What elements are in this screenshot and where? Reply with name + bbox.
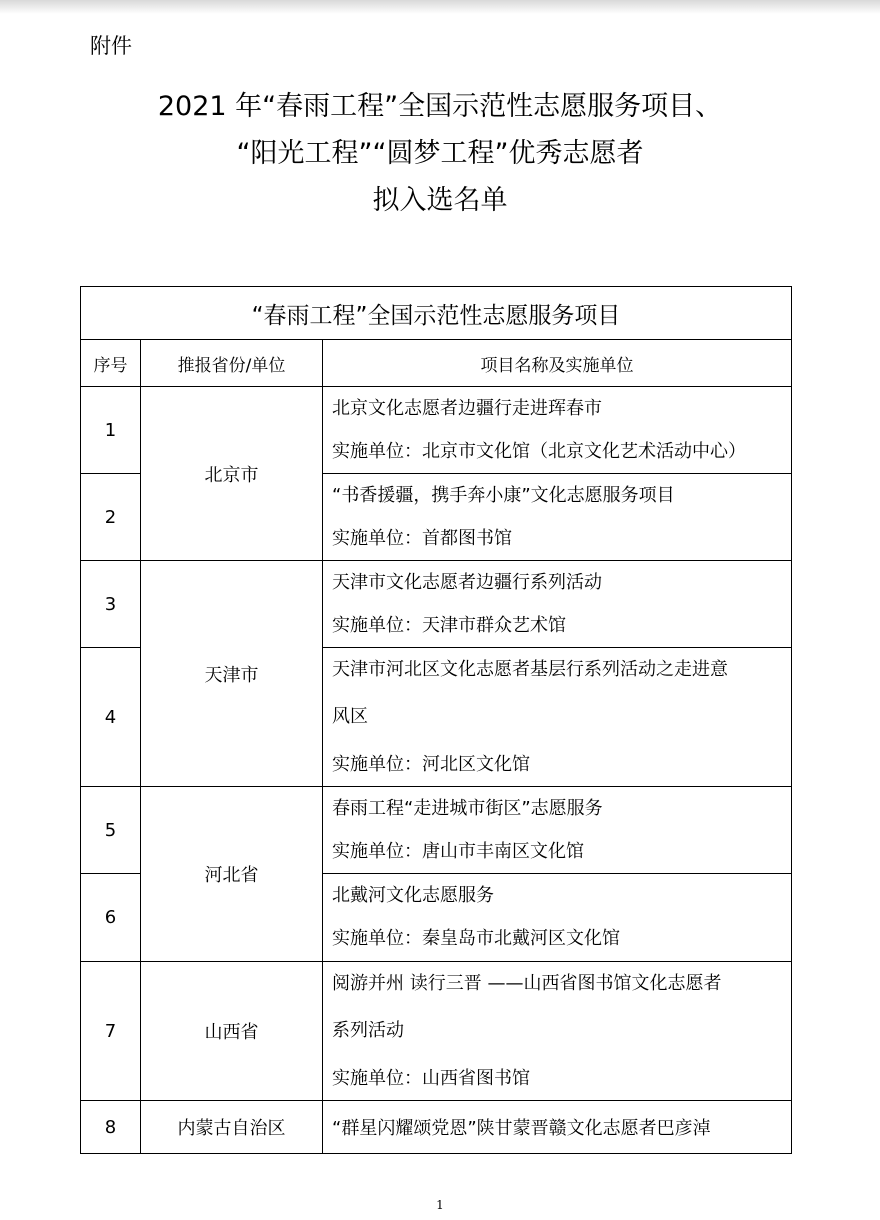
column-header-project: 项目名称及实施单位 xyxy=(323,340,792,387)
project-cell xyxy=(323,648,792,787)
volunteer-project-table xyxy=(80,286,792,1154)
project-cell xyxy=(323,874,792,962)
column-header-province: 推报省份/单位 xyxy=(141,340,323,387)
document-title-line-3: 拟入选名单 xyxy=(372,185,508,216)
province-cell: 内蒙古自治区 xyxy=(141,1101,323,1154)
table-header-row xyxy=(81,340,792,387)
project-name-continued: 系列活动 xyxy=(332,1020,404,1041)
table-row xyxy=(81,962,792,1101)
table-row xyxy=(81,387,792,474)
row-number: 3 xyxy=(81,561,141,648)
project-name: “群星闪耀颂党恩”陕甘蒙晋赣文化志愿者巴彦淖 xyxy=(332,1118,711,1139)
province-cell: 天津市 xyxy=(141,561,323,787)
project-name: “书香援疆，携手奔小康”文化志愿服务项目 xyxy=(332,485,675,506)
project-cell xyxy=(323,474,792,561)
implementing-unit: 实施单位：河北区文化馆 xyxy=(332,754,530,775)
project-cell xyxy=(323,787,792,874)
table-row xyxy=(81,561,792,648)
project-name: 阅游并州 读行三晋 ——山西省图书馆文化志愿者 xyxy=(332,973,722,994)
project-name: 天津市河北区文化志愿者基层行系列活动之走进意 xyxy=(332,659,728,680)
row-number: 8 xyxy=(81,1101,141,1154)
table-caption: “春雨工程”全国示范性志愿服务项目 xyxy=(81,287,792,340)
page-number: 1 xyxy=(436,1198,444,1212)
project-cell xyxy=(323,561,792,648)
implementing-unit: 实施单位：秦皇岛市北戴河区文化馆 xyxy=(332,928,620,949)
project-cell xyxy=(323,962,792,1101)
project-name: 天津市文化志愿者边疆行系列活动 xyxy=(332,572,602,593)
implementing-unit: 实施单位：首都图书馆 xyxy=(332,528,512,549)
document-title-line-2: “阳光工程”“圆梦工程”优秀志愿者 xyxy=(236,138,644,169)
implementing-unit: 实施单位：唐山市丰南区文化馆 xyxy=(332,841,584,862)
table-row xyxy=(81,1101,792,1154)
province-cell: 山西省 xyxy=(141,962,323,1101)
project-name: 北京文化志愿者边疆行走进珲春市 xyxy=(332,398,602,419)
implementing-unit: 实施单位：山西省图书馆 xyxy=(332,1068,530,1089)
attachment-label: 附件 xyxy=(90,34,132,58)
implementing-unit: 实施单位：北京市文化馆（北京文化艺术活动中心） xyxy=(332,441,746,462)
implementing-unit: 实施单位：天津市群众艺术馆 xyxy=(332,615,566,636)
project-name-continued: 风区 xyxy=(332,706,368,727)
project-name: 春雨工程“走进城市街区”志愿服务 xyxy=(332,798,603,819)
document-title-line-1: 2021 年“春雨工程”全国示范性志愿服务项目、 xyxy=(157,91,723,122)
top-edge-shadow xyxy=(0,0,880,14)
project-name: 北戴河文化志愿服务 xyxy=(332,885,494,906)
province-cell: 北京市 xyxy=(141,387,323,561)
province-cell: 河北省 xyxy=(141,787,323,962)
row-number: 6 xyxy=(81,874,141,962)
row-number: 4 xyxy=(81,648,141,787)
table-caption-row xyxy=(81,287,792,340)
project-cell xyxy=(323,387,792,474)
project-cell xyxy=(323,1101,792,1154)
row-number: 5 xyxy=(81,787,141,874)
row-number: 1 xyxy=(81,387,141,474)
row-number: 2 xyxy=(81,474,141,561)
row-number: 7 xyxy=(81,962,141,1101)
column-header-number: 序号 xyxy=(81,340,141,387)
table-row xyxy=(81,787,792,874)
